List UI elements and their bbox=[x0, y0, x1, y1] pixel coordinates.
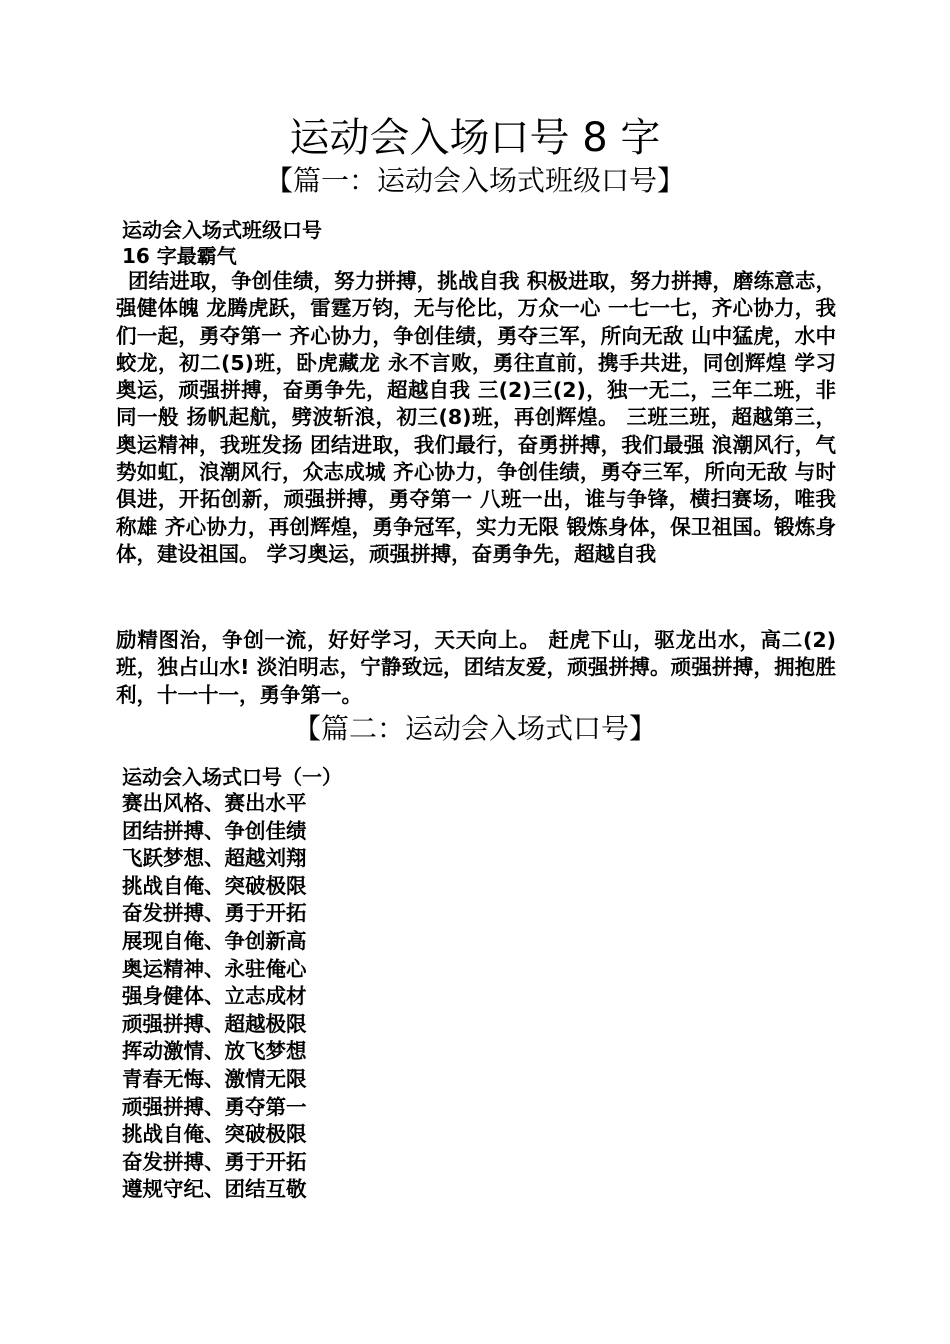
section-1-subsubtitle: 16 字最霸气 bbox=[122, 244, 237, 268]
section-2-subtitle: 运动会入场式口号（一） bbox=[122, 765, 342, 789]
list-item: 奥运精神、永驻俺心 bbox=[122, 956, 307, 981]
slogan-list bbox=[122, 790, 307, 1204]
list-item: 青春无悔、激情无限 bbox=[122, 1066, 307, 1091]
section-1-subtitle: 运动会入场式班级口号 bbox=[122, 218, 322, 242]
section-1-paragraph-1: 团结进取，争创佳绩，努力拼搏，挑战自我 积极进取，努力拼搏，磨练意志，强健体魄 龙腾虎跃，雷霆万钧，无与伦比，万众一心 一七一七，齐心协力，我们一起，勇夺第一 齐心协力，争创佳绩，勇夺三军，所向无敌 山中猛虎，水中蛟龙，初二(5)班，卧虎藏龙 永不言败，勇往直前，携手共进，同创辉煌 学习奥运，顽强拼搏，奋勇争先，超越自我 三(2)三(2)，独一无二，三年二班，非同一般 扬帆起航，劈波斩浪，初三(8)班，再创辉煌。 三班三班，超越第三，奥运精神，我班发扬 团结进取，我们最行，奋勇拼搏，我们最强 浪潮风行，气势如虹，浪潮风行，众志成城 齐心协力，争创佳绩，勇夺三军，所向无敌 与时俱进，开拓创新，顽强拼搏，勇夺第一 八班一出，谁与争锋，横扫赛场，唯我称雄 齐心协力，再创辉煌，勇争冠军，实力无限 锻炼身体，保卫祖国。锻炼身体，建设祖国。 学习奥运，顽强拼搏，奋勇争先，超越自我 bbox=[116, 269, 836, 566]
list-item: 奋发拼搏、勇于开拓 bbox=[122, 901, 307, 926]
list-item: 赛出风格、赛出水平 bbox=[122, 791, 307, 815]
list-item: 强身健体、立志成材 bbox=[122, 984, 307, 1009]
list-item: 挑战自俺、突破极限 bbox=[122, 873, 307, 898]
list-item: 展现自俺、争创新高 bbox=[122, 928, 307, 953]
list-item: 奋发拼搏、勇于开拓 bbox=[122, 1149, 307, 1174]
list-item: 飞跃梦想、超越刘翔 bbox=[122, 846, 307, 871]
section-1-paragraph-2: 励精图治，争创一流，好好学习，天天向上。 赶虎下山，驱龙出水，高二(2)班，独占山水! 淡泊明志，宁静致远，团结友爱，顽强拼搏。顽强拼搏，拥抱胜利，十一十一，勇争第一。 bbox=[116, 628, 836, 707]
section-1-heading: 【篇一：运动会入场式班级口号】 bbox=[264, 164, 685, 197]
list-item: 团结拼搏、争创佳绩 bbox=[122, 818, 307, 843]
list-item: 顽强拼搏、超越极限 bbox=[122, 1011, 307, 1036]
document-title: 运动会入场口号 8 字 bbox=[289, 115, 661, 161]
list-item: 挑战自俺、突破极限 bbox=[122, 1122, 307, 1147]
list-item: 遵规守纪、团结互敬 bbox=[122, 1177, 307, 1202]
list-item: 顽强拼搏、勇夺第一 bbox=[122, 1094, 307, 1119]
list-item: 挥动激情、放飞梦想 bbox=[122, 1039, 307, 1064]
section-2-heading: 【篇二：运动会入场式口号】 bbox=[292, 712, 657, 745]
